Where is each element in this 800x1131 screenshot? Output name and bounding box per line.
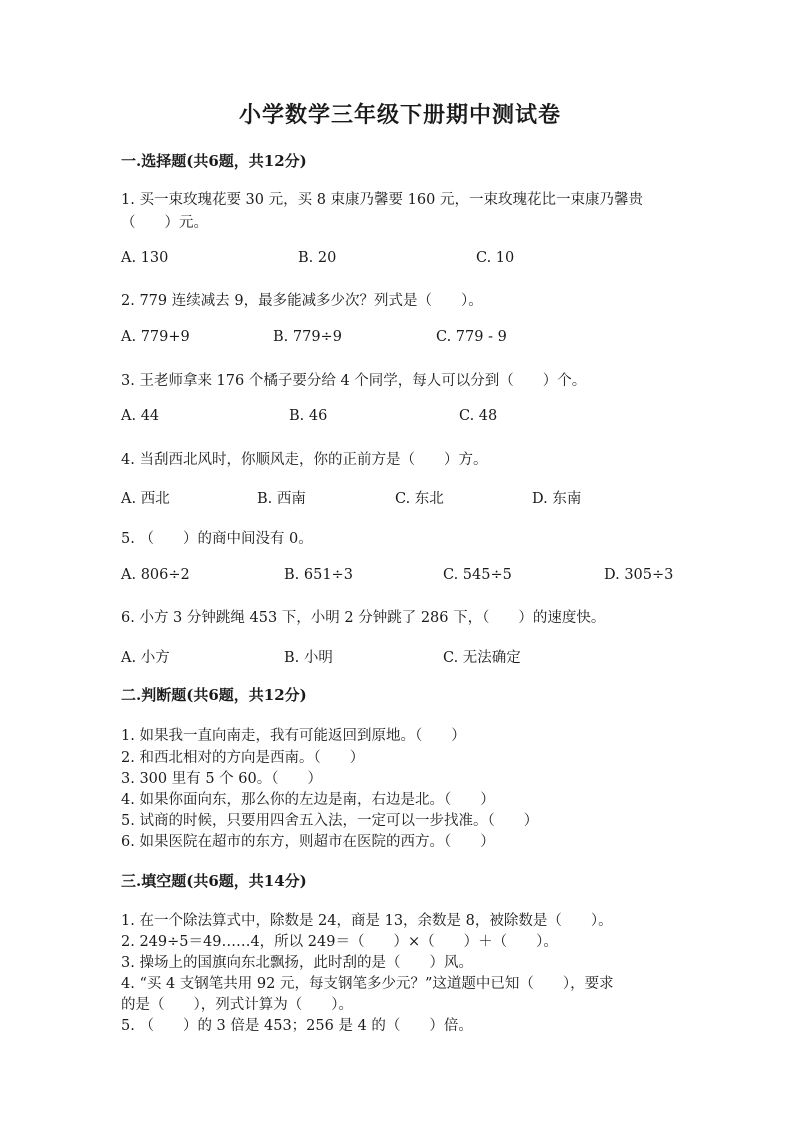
question-text: 5. （ ）的 3 倍是 453；256 是 4 的（ ）倍。	[121, 1018, 473, 1034]
question-text: 1. 买一束玫瑰花要 30 元，买 8 束康乃馨要 160 元，一束玫瑰花比一束康乃馨贵	[121, 192, 643, 208]
answer-option: A. 806÷2	[121, 567, 190, 583]
answer-option: D. 东南	[532, 491, 582, 507]
answer-option: B. 小明	[284, 650, 333, 666]
answer-option: C. 东北	[395, 491, 444, 507]
page-title: 小学数学三年级下册期中测试卷	[238, 102, 561, 128]
question-text: 3. 王老师拿来 176 个橘子要分给 4 个同学，每人可以分到（ ）个。	[121, 373, 587, 389]
answer-option: A. 130	[121, 250, 169, 266]
answer-option: A. 779+9	[121, 329, 190, 345]
answer-option: A. 小方	[121, 650, 170, 666]
question-text: 2. 249÷5＝49……4，所以 249＝（ ）×（ ）＋（ ）。	[121, 934, 558, 950]
answer-option: B. 651÷3	[284, 567, 353, 583]
question-text: 1. 在一个除法算式中，除数是 24，商是 13，余数是 8，被除数是（ ）。	[121, 913, 613, 929]
answer-option: C. 10	[476, 250, 515, 266]
answer-option: C. 无法确定	[443, 650, 521, 666]
question-text: 2. 779 连续减去 9，最多能减多少次？列式是（ ）。	[121, 293, 483, 309]
question-text: 1. 如果我一直向南走，我有可能返回到原地。（ ）	[121, 728, 466, 744]
answer-option: C. 779 - 9	[436, 329, 507, 345]
question-text: 3. 300 里有 5 个 60。（ ）	[121, 771, 322, 787]
answer-option: C. 545÷5	[443, 567, 512, 583]
section-heading-fill: 三.填空题(共6题，共14分)	[121, 872, 307, 890]
question-text: 2. 和西北相对的方向是西南。（ ）	[121, 750, 365, 766]
question-text: 6. 小方 3 分钟跳绳 453 下，小明 2 分钟跳了 286 下，（ ）的速度快。	[121, 610, 606, 626]
question-text: 4. 当刮西北风时，你顺风走，你的正前方是（ ）方。	[121, 452, 488, 468]
question-text: （ ）元。	[121, 215, 208, 231]
answer-option: B. 20	[298, 250, 337, 266]
answer-option: A. 西北	[121, 491, 170, 507]
section-heading-judge: 二.判断题(共6题，共12分)	[121, 686, 307, 704]
answer-option: D. 305÷3	[604, 567, 674, 583]
question-text: 6. 如果医院在超市的东方，则超市在医院的西方。（ ）	[121, 834, 495, 850]
question-text: 3. 操场上的国旗向东北飘扬，此时刮的是（ ）风。	[121, 955, 473, 971]
question-text: 4. 如果你面向东，那么你的左边是南，右边是北。（ ）	[121, 792, 495, 808]
section-heading-choice: 一.选择题(共6题，共12分)	[121, 152, 307, 170]
question-text: 5. （ ）的商中间没有 0。	[121, 531, 313, 547]
answer-option: A. 44	[121, 408, 160, 424]
question-text: 的是（ ），列式计算为（ ）。	[121, 997, 353, 1013]
answer-option: B. 779÷9	[273, 329, 342, 345]
answer-option: C. 48	[459, 408, 498, 424]
answer-option: B. 西南	[257, 491, 306, 507]
question-text: 4. “买 4 支钢笔共用 92 元，每支钢笔多少元？”这道题中已知（ ），要求	[121, 976, 614, 992]
question-text: 5. 试商的时候，只要用四舍五入法，一定可以一步找准。（ ）	[121, 813, 539, 829]
answer-option: B. 46	[289, 408, 328, 424]
